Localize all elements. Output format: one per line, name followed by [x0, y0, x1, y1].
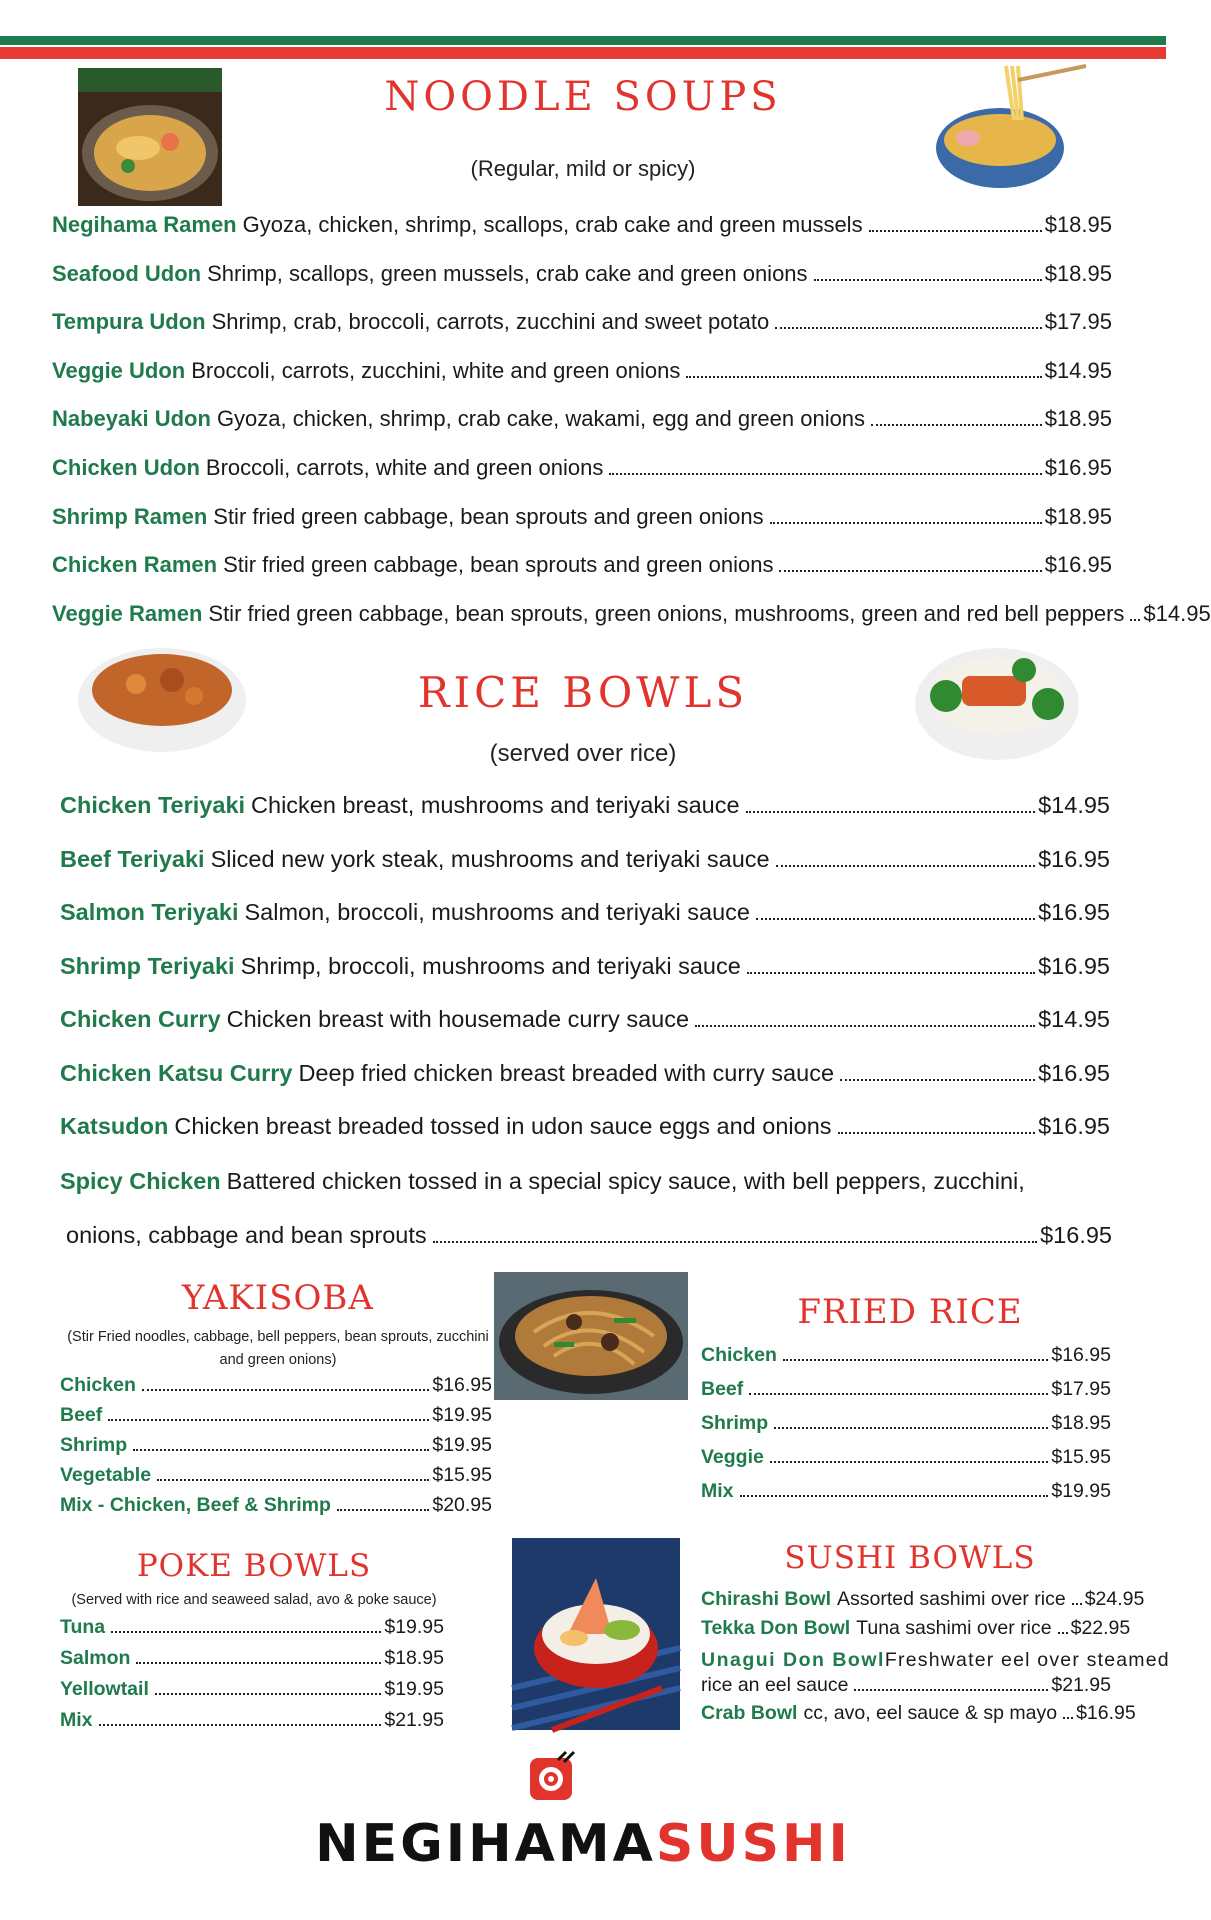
- menu-item-price: $16.95: [1051, 1344, 1111, 1366]
- menu-item-name: Shrimp: [701, 1412, 769, 1434]
- menu-item-row: [60, 792, 1110, 824]
- leader-dots: [814, 279, 1042, 281]
- menu-item-desc: Sliced new york steak, mushrooms and teriyaki sauce: [210, 845, 770, 872]
- menu-item-row: [52, 212, 1112, 242]
- menu-item-price: $19.95: [1051, 1480, 1111, 1502]
- menu-item-row: [60, 953, 1110, 985]
- menu-item-desc: rice an eel sauce: [701, 1674, 849, 1696]
- menu-item-price: $19.95: [432, 1434, 492, 1456]
- brand-logo: [0, 1814, 1166, 1874]
- menu-item-name: Salmon Teriyaki: [60, 899, 239, 925]
- menu-item-price: $16.95: [1038, 1059, 1110, 1086]
- leader-dots: [142, 1389, 429, 1391]
- menu-item-name: Tekka Don Bowl: [701, 1617, 851, 1639]
- menu-item-price: $14.95: [1044, 357, 1112, 383]
- menu-item-row: [701, 1446, 1111, 1472]
- menu-item-price: $18.95: [1044, 503, 1112, 529]
- menu-item-name: Yellowtail: [60, 1678, 149, 1700]
- menu-item-name: Chicken Udon: [52, 455, 200, 480]
- menu-item-price: $22.95: [1070, 1617, 1131, 1639]
- menu-item-row: [701, 1588, 1145, 1614]
- noodle-soups-subtitle: (Regular, mild or spicy): [470, 156, 696, 181]
- menu-item-row: [701, 1480, 1111, 1506]
- menu-item-row: [60, 1374, 492, 1400]
- leader-dots: [111, 1631, 381, 1633]
- menu-item-name: Shrimp: [60, 1434, 128, 1456]
- menu-item-desc: Shrimp, crab, broccoli, carrots, zucchini and sweet potato: [211, 309, 770, 335]
- menu-item-price: $17.95: [1044, 309, 1112, 335]
- crab-bowl: [701, 1702, 1136, 1725]
- menu-item-desc: Shrimp, broccoli, mushrooms and teriyaki sauce: [240, 952, 741, 979]
- menu-item-desc: Chicken breast, mushrooms and teriyaki sauce: [251, 792, 740, 818]
- menu-item-row: [60, 1404, 492, 1430]
- leader-dots: [840, 1079, 1035, 1081]
- leader-dots: [108, 1419, 429, 1421]
- yakisoba-title: YAKISOBA: [182, 1278, 374, 1318]
- leader-dots: [838, 1132, 1036, 1134]
- menu-item-row: [60, 1678, 444, 1704]
- menu-item-desc: Stir fried green cabbage, bean sprouts and green onions: [223, 552, 774, 578]
- menu-item-price: $21.95: [384, 1709, 444, 1731]
- spicy-chicken-line2: [66, 1222, 1112, 1249]
- leader-dots: [133, 1449, 429, 1451]
- leader-dots: [99, 1724, 382, 1726]
- menu-item-price: $21.95: [1051, 1674, 1111, 1696]
- menu-item-price: $19.95: [384, 1616, 444, 1638]
- leader-dots: [695, 1025, 1035, 1027]
- noodle-soups-title: NOODLE SOUPS: [384, 74, 782, 120]
- menu-item-row: [60, 1464, 492, 1490]
- menu-item-name: Chicken Katsu Curry: [60, 1059, 293, 1086]
- menu-item-row: [60, 846, 1110, 878]
- menu-item-desc: Shrimp, scallops, green mussels, crab cake and green onions: [207, 260, 808, 286]
- menu-item-name: Beef: [60, 1404, 103, 1426]
- fried-rice-title: FRIED RICE: [797, 1292, 1023, 1332]
- menu-item-name: Veggie: [701, 1446, 764, 1468]
- menu-item-desc: Salmon, broccoli, mushrooms and teriyaki sauce: [244, 899, 750, 925]
- menu-item-row: [60, 1709, 444, 1735]
- leader-dots: [776, 865, 1036, 867]
- sushi-bowl-photo: [512, 1538, 680, 1730]
- rice-photo-left: [76, 640, 248, 764]
- menu-item-price: $20.95: [432, 1494, 492, 1516]
- unagui-don-bowl: [701, 1646, 1170, 1674]
- menu-item-price: $14.95: [1038, 792, 1110, 818]
- menu-item-desc: Deep fried chicken breast breaded with curry sauce: [298, 1059, 835, 1086]
- menu-item-desc: Tuna sashimi over rice: [856, 1617, 1052, 1639]
- menu-item-row: [52, 309, 1112, 339]
- menu-item-desc: Chicken breast with housemade curry sauce: [226, 1006, 690, 1032]
- menu-item-row: [60, 899, 1110, 931]
- menu-item-price: $14.95: [1038, 1006, 1110, 1032]
- menu-item-name: Mix: [701, 1480, 734, 1502]
- leader-dots: [747, 972, 1035, 974]
- menu-item-name: Chicken: [60, 1374, 136, 1396]
- leader-dots: [740, 1495, 1049, 1497]
- menu-item-desc: Assorted sashimi over rice: [837, 1588, 1066, 1610]
- menu-item-price: $16.95: [1038, 952, 1110, 979]
- menu-item-row: [701, 1344, 1111, 1370]
- leader-dots: [774, 1427, 1048, 1429]
- menu-item-name: Chirashi Bowl: [701, 1588, 832, 1610]
- menu-item-row: [52, 358, 1112, 388]
- menu-item-name: Salmon: [60, 1647, 131, 1669]
- menu-item-row: [52, 552, 1112, 582]
- leader-dots: [1130, 619, 1140, 621]
- leader-dots: [746, 811, 1036, 813]
- menu-item-row: [60, 1494, 492, 1520]
- menu-item-desc: Freshwater eel over steamed: [884, 1649, 1170, 1671]
- leader-dots: [775, 327, 1042, 329]
- menu-item-row: [60, 1060, 1110, 1092]
- menu-item-name: Mix: [60, 1709, 93, 1731]
- menu-item-price: $18.95: [1044, 260, 1112, 286]
- menu-item-name: Nabeyaki Udon: [52, 406, 211, 432]
- menu-item-desc: Broccoli, carrots, white and green onions: [205, 455, 604, 480]
- leader-dots: [609, 473, 1041, 475]
- brand-part2: SUSHI: [655, 1814, 851, 1874]
- menu-item-name: Mix - Chicken, Beef & Shrimp: [60, 1494, 331, 1516]
- menu-item-desc: Chicken breast breaded tossed in udon sauce eggs and onions: [174, 1113, 832, 1139]
- rice-photo-right: [912, 640, 1082, 768]
- menu-item-name: Tempura Udon: [52, 309, 206, 335]
- sushi-logo-icon: [528, 1752, 576, 1802]
- leader-dots: [155, 1693, 381, 1695]
- menu-item-name: Shrimp Teriyaki: [60, 952, 235, 979]
- menu-item-name: Beef: [701, 1378, 744, 1400]
- spicy-chicken-line1: [60, 1168, 1025, 1195]
- menu-item-name: Negihama Ramen: [52, 212, 237, 237]
- menu-item-row: [60, 1113, 1110, 1145]
- menu-item-name: Chicken Ramen: [52, 552, 218, 578]
- leader-dots: [756, 918, 1035, 920]
- leader-dots: [770, 1461, 1048, 1463]
- menu-item-price: $24.95: [1084, 1588, 1145, 1610]
- leader-dots: [871, 424, 1042, 426]
- leader-dots: [686, 376, 1041, 378]
- menu-item-name: Unagui Don Bowl: [701, 1649, 885, 1671]
- yakisoba-photo: [494, 1272, 688, 1400]
- menu-item-price: $16.95: [1076, 1702, 1136, 1724]
- menu-item-price: $16.95: [1040, 1222, 1112, 1248]
- menu-item-desc: Broccoli, carrots, zucchini, white and green onions: [191, 357, 681, 383]
- menu-item-price: $16.95: [1038, 845, 1110, 872]
- leader-dots: [779, 570, 1041, 572]
- menu-item-desc: Gyoza, chicken, shrimp, crab cake, wakami, egg and green onions: [216, 406, 866, 432]
- menu-item-desc: Battered chicken tossed in a special spicy sauce, with bell peppers, zucchini,: [226, 1168, 1025, 1194]
- menu-item-row: [52, 600, 1211, 631]
- menu-item-name: Vegetable: [60, 1464, 152, 1486]
- menu-item-price: $16.95: [432, 1374, 492, 1396]
- menu-item-name: Katsudon: [60, 1113, 169, 1139]
- menu-item-price: $17.95: [1051, 1378, 1111, 1400]
- top-stripe-green: [0, 36, 1166, 45]
- menu-item-name: Crab Bowl: [701, 1702, 798, 1724]
- menu-item-price: $19.95: [384, 1678, 444, 1700]
- menu-item-name: Chicken: [701, 1344, 777, 1366]
- menu-item-row: [701, 1412, 1111, 1438]
- leader-dots: [869, 230, 1042, 232]
- menu-item-name: Seafood Udon: [52, 260, 202, 286]
- leader-dots: [1063, 1717, 1073, 1719]
- sushi-bowls-title: SUSHI BOWLS: [784, 1540, 1036, 1576]
- rice-bowls-subtitle: (served over rice): [489, 740, 677, 767]
- menu-item-name: Veggie Udon: [52, 357, 186, 383]
- leader-dots: [433, 1241, 1037, 1243]
- menu-item-price: $18.95: [1044, 212, 1112, 237]
- menu-item-desc: Gyoza, chicken, shrimp, scallops, crab cake and green mussels: [242, 212, 863, 237]
- top-stripe-red: [0, 47, 1166, 59]
- menu-item-row: [52, 504, 1112, 534]
- menu-item-row: [52, 406, 1112, 436]
- yakisoba-subtitle: (Stir Fried noodles, cabbage, bell peppers, bean sprouts, zucchini and green onions): [67, 1329, 489, 1368]
- leader-dots: [1072, 1603, 1082, 1605]
- menu-item-name: Chicken Curry: [60, 1006, 221, 1032]
- menu-item-row: [701, 1617, 1131, 1643]
- menu-item-desc: cc, avo, eel sauce & sp mayo: [803, 1702, 1058, 1724]
- menu-item-name: Shrimp Ramen: [52, 503, 208, 529]
- rice-bowls-title: RICE BOWLS: [417, 668, 749, 717]
- menu-item-price: $15.95: [432, 1464, 492, 1486]
- menu-item-price: $16.95: [1038, 899, 1110, 925]
- menu-item-price: $18.95: [384, 1647, 444, 1669]
- brand-part1: NEGIHAMA: [315, 1814, 656, 1874]
- menu-item-price: $16.95: [1044, 552, 1112, 578]
- leader-dots: [157, 1479, 429, 1481]
- menu-item-price: $15.95: [1051, 1446, 1111, 1468]
- menu-item-name: Beef Teriyaki: [60, 845, 205, 872]
- menu-item-row: [701, 1378, 1111, 1404]
- menu-item-row: [60, 1434, 492, 1460]
- poke-bowls-subtitle: (Served with rice and seaweed salad, avo & poke sauce): [71, 1592, 437, 1608]
- leader-dots: [770, 522, 1042, 524]
- menu-item-desc: onions, cabbage and bean sprouts: [66, 1222, 427, 1248]
- noodle-photo-left: [78, 68, 222, 206]
- menu-item-row: [60, 1006, 1110, 1038]
- menu-item-name: Chicken Teriyaki: [60, 792, 246, 818]
- menu-item-name: Spicy Chicken: [60, 1168, 221, 1194]
- leader-dots: [1058, 1632, 1068, 1634]
- leader-dots: [337, 1509, 429, 1511]
- poke-bowls-title: POKE BOWLS: [136, 1548, 372, 1584]
- menu-item-price: $19.95: [432, 1404, 492, 1426]
- menu-item-price: $16.95: [1044, 455, 1112, 480]
- menu-item-name: Veggie Ramen: [52, 600, 203, 626]
- menu-item-row: [60, 1616, 444, 1642]
- leader-dots: [749, 1393, 1048, 1395]
- leader-dots: [783, 1359, 1048, 1361]
- noodle-photo-right: [928, 60, 1088, 200]
- leader-dots: [854, 1689, 1048, 1691]
- menu-item-price: $18.95: [1044, 406, 1112, 432]
- leader-dots: [136, 1662, 381, 1664]
- menu-item-name: Tuna: [60, 1616, 106, 1638]
- menu-item-price: $14.95: [1143, 600, 1211, 626]
- menu-item-desc: Stir fried green cabbage, bean sprouts, green onions, mushrooms, green and red bell peppers: [208, 600, 1125, 626]
- menu-item-row: [52, 455, 1112, 485]
- menu-item-row: [60, 1647, 444, 1673]
- unagui-don-bowl-line2: [701, 1674, 1111, 1697]
- menu-item-price: $18.95: [1051, 1412, 1111, 1434]
- menu-item-row: [52, 261, 1112, 291]
- menu-item-desc: Stir fried green cabbage, bean sprouts and green onions: [213, 503, 764, 529]
- menu-item-price: $16.95: [1038, 1113, 1110, 1139]
